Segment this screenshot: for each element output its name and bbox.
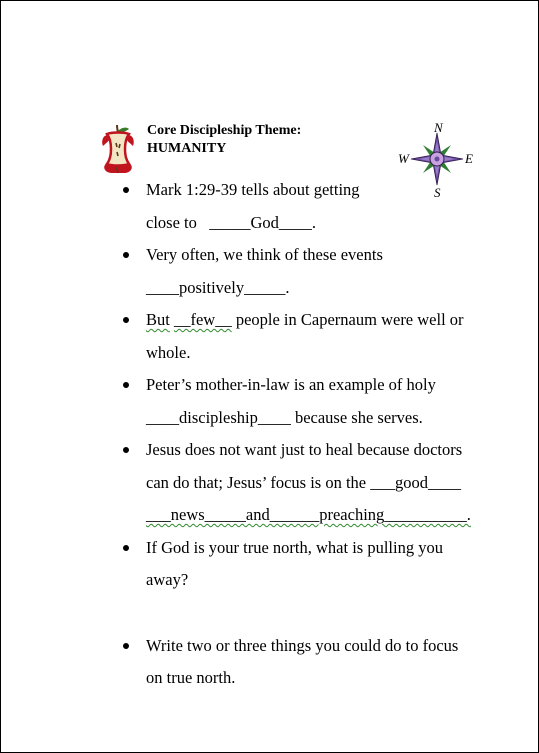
list-item: [146, 532, 516, 597]
bullet-line: ____discipleship____ because she serves.: [146, 407, 423, 427]
apple-core-icon: [100, 123, 136, 175]
blank-news-preaching: ___news_____and______preaching__________.: [146, 505, 471, 524]
bullet-line: Very often, we think of these events: [146, 245, 383, 264]
list-item: [146, 304, 516, 369]
list-item: [146, 630, 516, 695]
theme-header: [147, 122, 301, 158]
compass-west-label: W: [398, 151, 409, 166]
word-but: But: [146, 310, 170, 329]
compass-north-label: N: [434, 120, 443, 135]
bullet-line: Peter’s mother-in-law is an example of holy: [146, 375, 436, 394]
bullet-line: away?: [146, 570, 189, 589]
bullet-list: [146, 174, 516, 695]
bullet-line: [146, 499, 516, 532]
bullet-line: Jesus does not want just to heal because doctors: [146, 440, 463, 459]
bullet-line: Write two or three things you could do to focus: [146, 635, 459, 655]
compass-south-label: S: [434, 185, 441, 199]
compass-east-label: E: [465, 151, 473, 166]
theme-name: HUMANITY: [147, 141, 227, 156]
bullet-line: can do that; Jesus’ focus is on the ___good____: [146, 472, 461, 492]
list-item: [146, 174, 516, 239]
bullet-line: whole.: [146, 342, 191, 362]
bullet-line: Mark 1:29-39 tells about getting: [146, 180, 360, 199]
line-rest: people in Capernaum were well or: [231, 310, 464, 329]
bullet-line: on true north.: [146, 668, 236, 687]
bullet-line: If God is your true north, what is pulling you: [146, 537, 443, 557]
list-item: [146, 369, 516, 434]
bullet-line: ____positively_____.: [146, 277, 290, 297]
blank-gap: [146, 597, 516, 630]
bullet-line: [146, 304, 516, 337]
theme-line: Core Discipleship Theme:: [147, 123, 302, 138]
list-item: [146, 434, 516, 532]
list-item: [146, 239, 516, 304]
blank-few: __few__: [173, 310, 232, 329]
bullet-line: close to _____God____.: [146, 212, 317, 232]
